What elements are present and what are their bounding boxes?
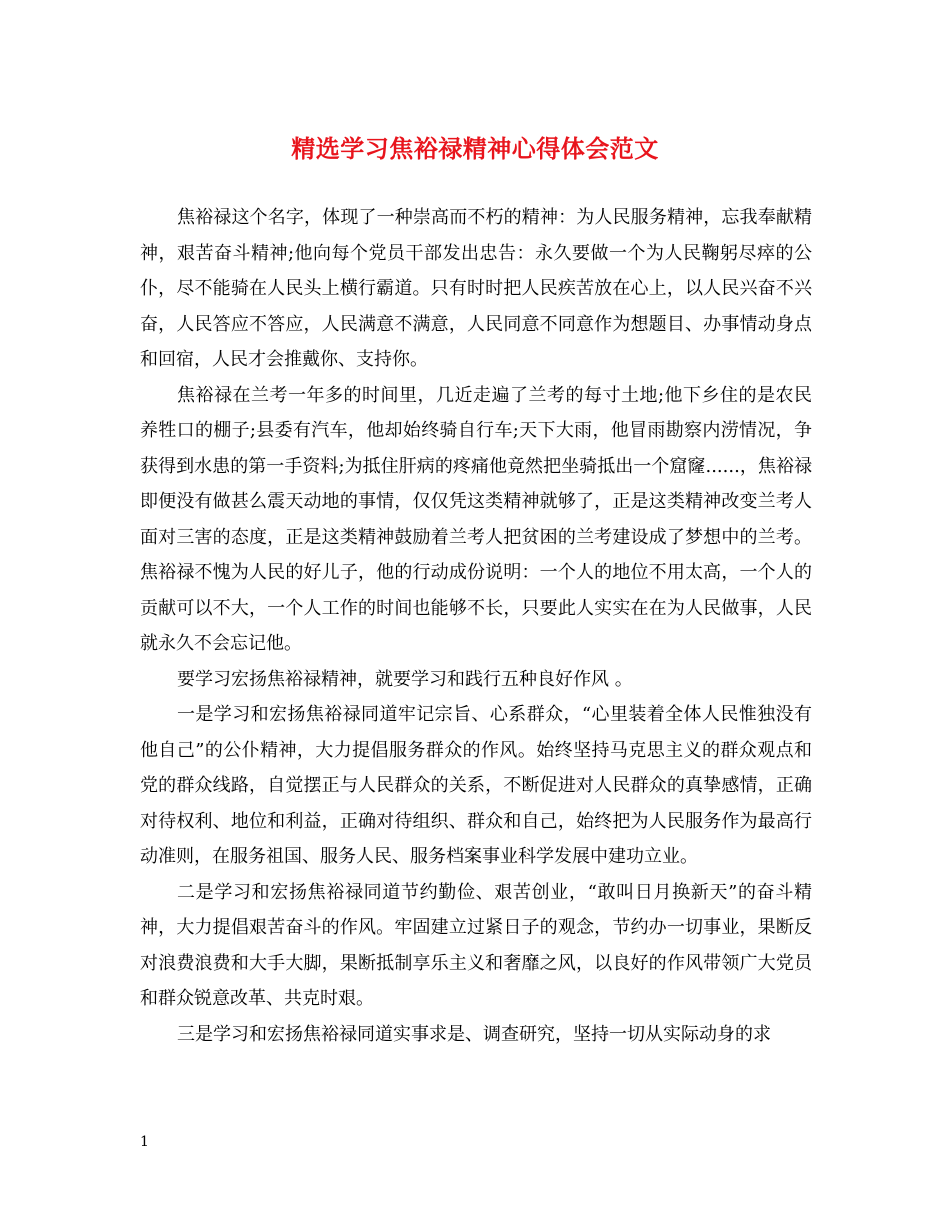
- paragraph-4: 一是学习和宏扬焦裕禄同道牢记宗旨、心系群众，“心里装着全体人民惟独没有他自己”的公仆精神，大力提倡服务群众的作风。始终坚持马克思主义的群众观点和党的群众线路，自觉摆正与人民群众的关系，不断促进对人民群众的真挚感情，正确对待权利、地位和利益，正确对待组织、群众和自己，始终把为人民服务作为最高行动准则，在服务祖国、服务人民、服务档案事业科学发展中建功立业。: [140, 704, 812, 867]
- paragraph-2: 焦裕禄在兰考一年多的时间里，几近走遍了兰考的每寸土地;他下乡住的是农民养牲口的棚子;县委有汽车，他却始终骑自行车;天下大雨，他冒雨勘察内涝情况，争获得到水患的第一手资料;为抵住肝病的疼痛他竟然把坐骑抵出一个窟窿......，焦裕禄即便没有做甚么震天动地的事情，仅仅凭这类精神就够了，正是这类精神改变兰考人面对三害的态度，正是这类精神鼓励着兰考人把贫困的兰考建设成了梦想中的兰考。焦裕禄不愧为人民的好儿子，他的行动成份说明：一个人的地位不用太高，一个人的贡献可以不大，一个人工作的时间也能够不长，只要此人实实在在为人民做事，人民就永久不会忘记他。: [140, 384, 812, 654]
- document-title: 精选学习焦裕禄精神心得体会范文: [291, 134, 659, 163]
- paragraph-3: 要学习宏扬焦裕禄精神，就要学习和践行五种良好作风 。: [177, 668, 633, 690]
- page-number: 1: [140, 1134, 149, 1150]
- paragraph-5: 二是学习和宏扬焦裕禄同道节约勤俭、艰苦创业，“敢叫日月换新天”的奋斗精神，大力提倡艰苦奋斗的作风。牢固建立过紧日子的观念，节约办一切事业，果断反对浪费浪费和大手大脚，果断抵制享乐主义和奢靡之风，以良好的作风带领广大党员和群众锐意改革、共克时艰。: [140, 881, 812, 1009]
- paragraph-6: 三是学习和宏扬焦裕禄同道实事求是、调查研究，坚持一切从实际动身的求: [177, 1023, 771, 1045]
- document-body: [140, 200, 812, 1052]
- paragraph-1: 焦裕禄这个名字，体现了一种崇高而不朽的精神：为人民服务精神，忘我奉献精神，艰苦奋斗精神;他向每个党员干部发出忠告：永久要做一个为人民鞠躬尽瘁的公仆，尽不能骑在人民头上横行霸道。只有时时把人民疾苦放在心上，以人民兴奋不兴奋，人民答应不答应，人民满意不满意，人民同意不同意作为想题目、办事情动身点和回宿，人民才会推戴你、支持你。: [140, 207, 812, 370]
